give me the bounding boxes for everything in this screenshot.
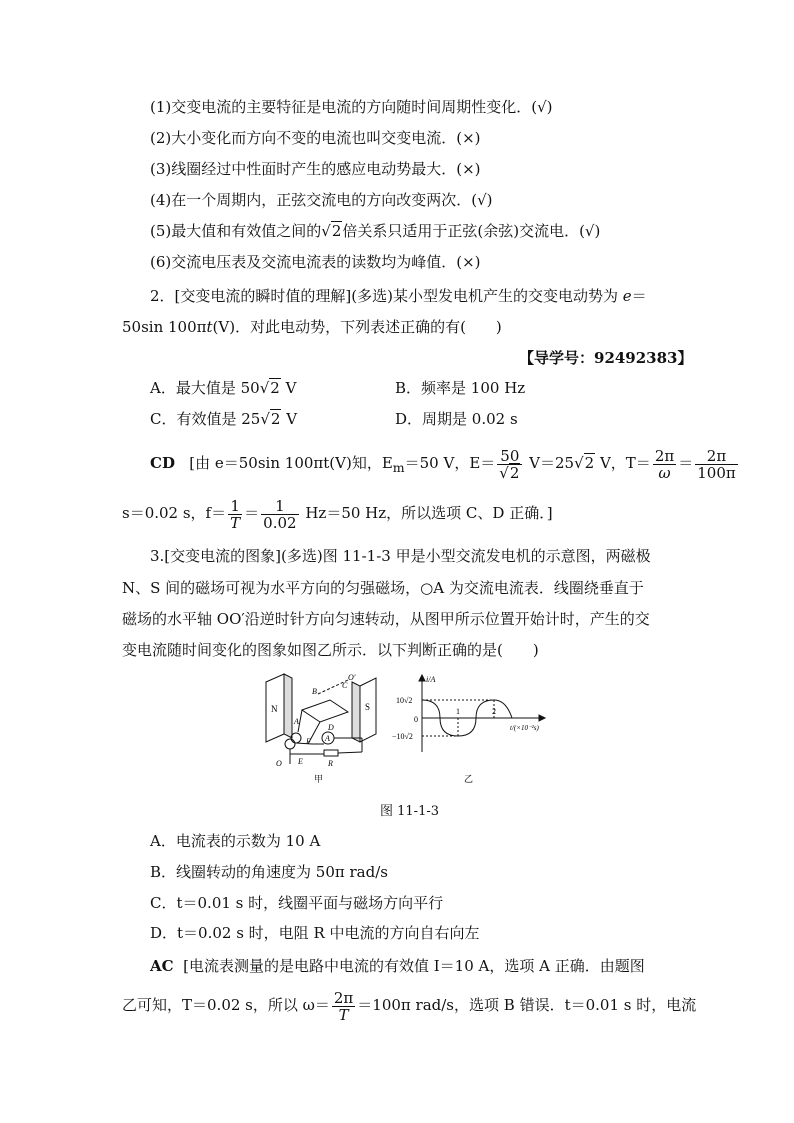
q2-answer: CD <box>150 454 175 472</box>
label-ammeter: A <box>325 734 330 743</box>
q2-line-2: 50sin 100πt(V)．对此电动势，下列表述正确的有( ) <box>122 318 502 336</box>
judgment-5 <box>150 221 600 241</box>
q3-answer: AC <box>150 957 174 975</box>
label-c: C <box>342 681 348 690</box>
label-e: E <box>298 757 303 766</box>
label-b: B <box>312 687 317 696</box>
figure-11-1-3 <box>262 672 562 792</box>
label-r: R <box>328 759 333 768</box>
graph-origin: 0 <box>414 715 418 724</box>
graph-x-axis-label: t/(×10⁻²s) <box>510 724 539 732</box>
graph-y-bottom: −10√2 <box>392 732 413 741</box>
q2-option-c: C．有效值是 25√2 V <box>150 410 298 428</box>
q2-solution-2: s＝0.02 s，f＝ $\frac{1}{T}$ ＝ $\frac{1}{0.02}$ Hz＝50 Hz，所以选项 C、D 正确．] <box>122 496 553 532</box>
figure-caption: 图 11-1-3 <box>380 804 440 819</box>
sqrt-symbol: √2 <box>321 222 342 240</box>
label-o: O <box>276 759 282 768</box>
judgment-1: (1)交变电流的主要特征是电流的方向随时间周期性变化．(√) <box>150 98 553 116</box>
judgment-6: (6)交流电压表及交流电流表的读数均为峰值．(×) <box>150 253 481 271</box>
label-a: A <box>294 717 299 726</box>
current-graph <box>419 675 545 752</box>
q2-option-a: A．最大值是 50√2 V <box>150 379 297 397</box>
fraction: $\frac{50}{√2}$ <box>497 448 522 481</box>
q2-solution-1: CD [由 e＝50sin 100πt(V)知，$E_m=50$ V，E＝ $\frac{50}{√2}$ V＝25√2 V，T＝ $\frac{2\pi}{\omega}$ ＝ $\frac{2\pi}{100\pi}$ <box>150 446 736 482</box>
generator-diagram <box>266 674 376 764</box>
graph-tick-1: 1 <box>456 707 460 716</box>
guide-number: 【导学号：92492383】 <box>519 349 693 367</box>
q3-option-c: C．t＝0.01 s 时，线圈平面与磁场方向平行 <box>150 894 444 912</box>
judgment-5-pre: (5)最大值和有效值之间的 <box>150 222 322 240</box>
q3-option-b: B．线圈转动的角速度为 50π rad/s <box>150 863 388 881</box>
judgment-5-post: 倍关系只适用于正弦(余弦)交流电．(√) <box>342 222 601 240</box>
judgment-3: (3)线圈经过中性面时产生的感应电动势最大．(×) <box>150 160 481 178</box>
q3-line-3: 磁场的水平轴 OO′沿逆时针方向匀速转动，从图甲所示位置开始计时，产生的交 <box>122 610 650 628</box>
label-n: N <box>271 704 278 714</box>
q3-solution-2: 乙可知，T＝0.02 s，所以 ω＝ $\frac{2\pi}{T}$ ＝100π rad/s，选项 B 错误．t＝0.01 s 时，电流 <box>122 988 697 1024</box>
q3-option-d: D．t＝0.02 s 时，电阻 R 中电流的方向自右向左 <box>150 924 480 942</box>
fraction: $\frac{2\pi}{T}$ <box>333 988 354 1024</box>
q3-option-a: A．电流表的示数为 10 A <box>150 832 321 850</box>
label-f: F <box>306 737 311 746</box>
label-o-prime: O′ <box>348 673 356 682</box>
q2-line-1: 2．[交变电流的瞬时值的理解](多选)某小型发电机产生的交变电动势为 e＝ <box>150 287 647 305</box>
q2-option-d: D．周期是 0.02 s <box>395 410 518 428</box>
fraction: $\frac{2\pi}{\omega}$ <box>654 446 675 482</box>
q3-solution-1: AC [电流表测量的是电路中电流的有效值 I＝10 A，选项 A 正确．由题图 <box>150 957 645 975</box>
graph-y-axis-label: i/A <box>426 675 436 684</box>
fraction: $\frac{1}{T}$ <box>230 496 241 532</box>
label-yi: 乙 <box>464 775 474 785</box>
q3-line-1: 3.[交变电流的图象](多选)图 11-1-3 甲是小型交流发电机的示意图，两磁极 <box>150 547 651 565</box>
graph-tick-2: 2 <box>492 707 496 716</box>
q2-option-b: B．频率是 100 Hz <box>395 379 526 397</box>
judgment-4: (4)在一个周期内，正弦交流电的方向改变两次．(√) <box>150 191 493 209</box>
graph-y-top: 10√2 <box>396 696 413 705</box>
label-jia: 甲 <box>314 775 324 785</box>
q3-line-2: N、S 间的磁场可视为水平方向的匀强磁场，○A 为交流电流表．线圈绕垂直于 <box>122 579 644 597</box>
judgment-2: (2)大小变化而方向不变的电流也叫交变电流．(×) <box>150 129 481 147</box>
label-s: S <box>365 702 371 712</box>
fraction: $\frac{1}{0.02}$ <box>263 496 297 532</box>
label-d: D <box>328 723 334 732</box>
q3-line-4: 变电流随时间变化的图象如图乙所示．以下判断正确的是( ) <box>122 641 539 659</box>
fraction: $\frac{2\pi}{100\pi}$ <box>697 446 736 482</box>
